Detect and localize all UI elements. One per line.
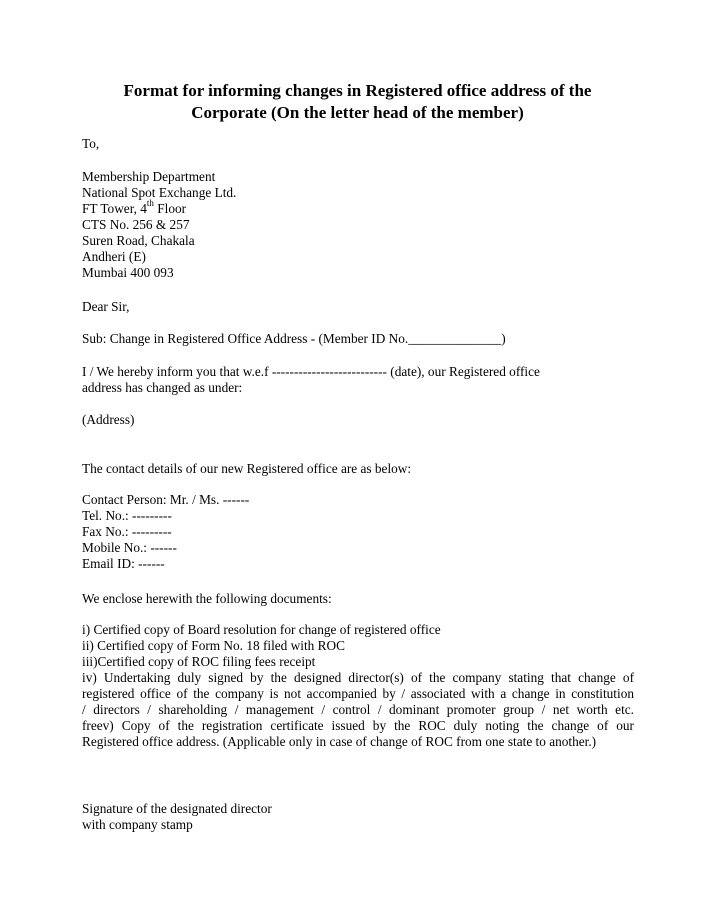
document-item-4-line-3: / directors / shareholding / management / control / dominant promoter group / net worth etc. — [82, 702, 634, 717]
title-line-2: Corporate (On the letter head of the member) — [191, 103, 524, 122]
address-dept: Membership Department — [82, 169, 216, 184]
contact-fax: Fax No.: --------- — [82, 524, 172, 539]
address-company: National Spot Exchange Ltd. — [82, 185, 237, 200]
address-area: Andheri (E) — [82, 249, 146, 264]
intro-line-1: I / We hereby inform you that w.e.f -------------------------- (date), our Registered office — [82, 364, 540, 379]
document-title — [60, 80, 655, 124]
subject-line: Sub: Change in Registered Office Address - (Member ID No.______________) — [82, 331, 506, 346]
document-item-2: ii) Certified copy of Form No. 18 filed with ROC — [82, 638, 345, 653]
document-item-4-line-1: iv) Undertaking duly signed by the designed director(s) of the company stating that change of — [82, 670, 634, 685]
enclose-line: We enclose herewith the following documents: — [82, 591, 332, 606]
title-line-1: Format for informing changes in Registered office address of the — [123, 81, 592, 100]
document-item-5-line-1: freev) Copy of the registration certificate issued by the ROC duly noting the change of our — [82, 718, 634, 733]
salutation: Dear Sir, — [82, 299, 130, 314]
documents-list — [82, 622, 634, 750]
contact-mobile: Mobile No.: ------ — [82, 540, 177, 555]
signature-block — [82, 801, 635, 833]
document-item-5-line-2: Registered office address. (Applicable only in case of change of ROC from one state to another.) — [82, 734, 597, 749]
intro-line-2: address has changed as under: — [82, 380, 243, 395]
to-line: To, — [82, 136, 100, 151]
contact-tel: Tel. No.: --------- — [82, 508, 172, 523]
address-road: Suren Road, Chakala — [82, 233, 195, 248]
intro-paragraph — [82, 364, 635, 396]
document-item-3: iii)Certified copy of ROC filing fees receipt — [82, 654, 316, 669]
address-placeholder: (Address) — [82, 412, 135, 427]
contact-heading: The contact details of our new Registered office are as below: — [82, 461, 412, 476]
signature-line-2: with company stamp — [82, 817, 193, 832]
document-item-1: i) Certified copy of Board resolution for change of registered office — [82, 622, 441, 637]
address-city: Mumbai 400 093 — [82, 265, 174, 280]
address-cts: CTS No. 256 & 257 — [82, 217, 190, 232]
contact-details — [82, 492, 635, 572]
contact-person: Contact Person: Mr. / Ms. ------ — [82, 492, 250, 507]
address-floor: FT Tower, 4th Floor — [82, 197, 187, 216]
recipient-address — [82, 169, 635, 281]
contact-email: Email ID: ------ — [82, 556, 165, 571]
document-item-4-line-2: registered office of the company is not accompanied by / associated with a change in constitution — [82, 686, 634, 701]
signature-line-1: Signature of the designated director — [82, 801, 272, 816]
